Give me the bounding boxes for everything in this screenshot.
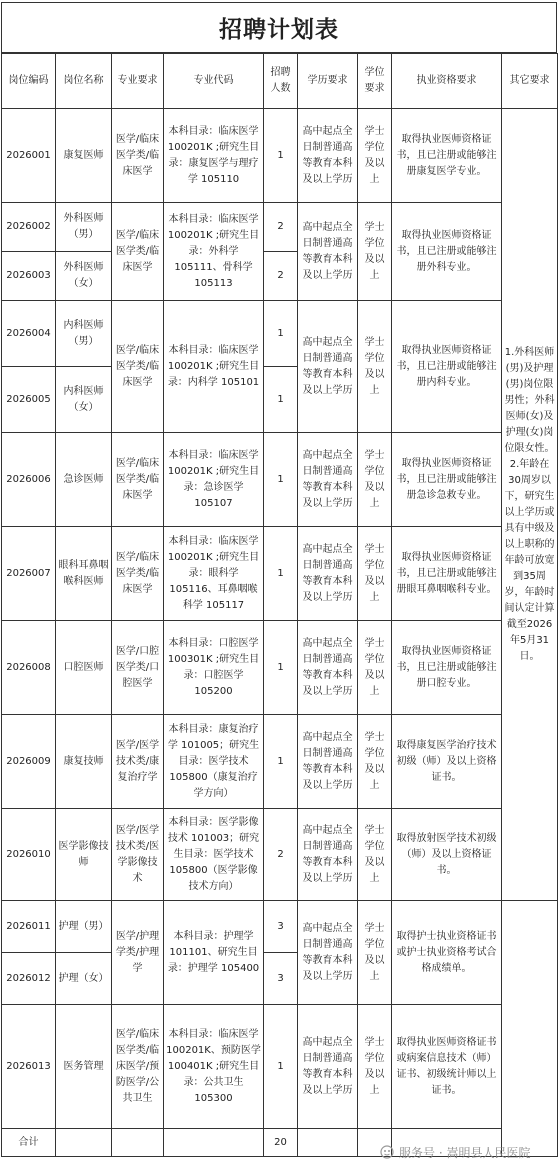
post-code: 2026010	[2, 809, 56, 901]
major-req: 医学/临床医学类/临床医学	[112, 301, 164, 433]
education-req: 高中起点全日制普通高等教育本科及以上学历	[298, 1005, 358, 1129]
education-req: 高中起点全日制普通高等教育本科及以上学历	[298, 715, 358, 809]
post-name: 眼科耳鼻咽喉科医师	[56, 527, 112, 621]
post-name: 外科医师（男）	[56, 203, 112, 252]
post-name: 医务管理	[56, 1005, 112, 1129]
post-code: 2026006	[2, 433, 56, 527]
major-req: 医学/临床医学类/临床医学	[112, 203, 164, 301]
post-name: 外科医师（女）	[56, 252, 112, 301]
degree-req: 学士学位及以上	[358, 301, 392, 433]
major-req: 医学/医学技术类/康复治疗学	[112, 715, 164, 809]
post-name: 医学影像技师	[56, 809, 112, 901]
table-header-row	[2, 54, 558, 109]
education-req: 高中起点全日制普通高等教育本科及以上学历	[298, 301, 358, 433]
cert-req: 取得康复医学治疗技术初级（师）及以上资格证书。	[392, 715, 502, 809]
major-req: 医学/医学技术类/医学影像技术	[112, 809, 164, 901]
header-degree: 学位要求	[358, 54, 392, 109]
major-code: 本科目录：康复治疗学 101005；研究生目录：医学技术 105800（康复治疗学方向）	[164, 715, 264, 809]
header-post-code: 岗位编码	[2, 54, 56, 109]
recruit-count: 2	[264, 252, 298, 301]
post-code: 2026013	[2, 1005, 56, 1129]
table-row	[2, 433, 558, 527]
post-code: 2026003	[2, 252, 56, 301]
degree-req: 学士学位及以上	[358, 433, 392, 527]
recruit-count: 3	[264, 901, 298, 953]
cert-req: 取得执业医师资格证书，且已注册或能够注册康复医学专业。	[392, 109, 502, 203]
cert-req: 取得执业医师资格证书，且已注册或能够注册口腔专业。	[392, 621, 502, 715]
education-req: 高中起点全日制普通高等教育本科及以上学历	[298, 809, 358, 901]
recruit-count: 1	[264, 433, 298, 527]
table-row	[2, 301, 558, 367]
table-row	[2, 527, 558, 621]
header-major-req: 专业要求	[112, 54, 164, 109]
post-code: 2026012	[2, 953, 56, 1005]
major-code: 本科目录：口腔医学 100301K ;研究生目录：口腔医学 105200	[164, 621, 264, 715]
post-code: 2026007	[2, 527, 56, 621]
page-title: 招聘计划表	[1, 2, 557, 53]
total-label: 合计	[2, 1129, 56, 1157]
header-other: 其它要求	[502, 54, 558, 109]
cert-req: 取得执业医师资格证书，且已注册或能够注册外科专业。	[392, 203, 502, 301]
post-name: 护理（女）	[56, 953, 112, 1005]
education-req: 高中起点全日制普通高等教育本科及以上学历	[298, 109, 358, 203]
total-count: 20	[264, 1129, 298, 1157]
recruit-count: 1	[264, 1005, 298, 1129]
header-cert: 执业资格要求	[392, 54, 502, 109]
header-education: 学历要求	[298, 54, 358, 109]
degree-req: 学士学位及以上	[358, 1005, 392, 1129]
total-blank	[164, 1129, 264, 1157]
major-code: 本科目录：临床医学 100201K ;研究生目录：康复医学与理疗学 105110	[164, 109, 264, 203]
education-req: 高中起点全日制普通高等教育本科及以上学历	[298, 433, 358, 527]
post-name: 护理（男）	[56, 901, 112, 953]
degree-req: 学士学位及以上	[358, 715, 392, 809]
table-row	[2, 621, 558, 715]
recruit-count: 1	[264, 715, 298, 809]
major-req: 医学/口腔医学类/口腔医学	[112, 621, 164, 715]
major-code: 本科目录：临床医学 100201K ;研究生目录：内科学 105101	[164, 301, 264, 433]
total-blank	[112, 1129, 164, 1157]
table-row	[2, 809, 558, 901]
post-code: 2026002	[2, 203, 56, 252]
major-code: 本科目录：临床医学 100201K、预防医学 100401K ;研究生目录：公共卫生 105300	[164, 1005, 264, 1129]
major-req: 医学/临床医学类/临床医学	[112, 433, 164, 527]
watermark	[380, 1142, 530, 1162]
major-code: 本科目录：临床医学 100201K ;研究生目录：眼科学 105116、耳鼻咽喉科学 105117	[164, 527, 264, 621]
degree-req: 学士学位及以上	[358, 109, 392, 203]
major-req: 医学/护理学类/护理学	[112, 901, 164, 1005]
cert-req: 取得执业医师资格证书，且已注册或能够注册内科专业。	[392, 301, 502, 433]
table-row	[2, 1005, 558, 1129]
other-requirements: 1.外科医师(男)及护理(男)岗位限男性；外科医师(女)及护理(女)岗位限女性。2.年龄在30周岁以下，研究生以上学历或具有中级及以上职称的年龄可放宽到35周岁，年龄时间认定计算截至2026年5月31日。	[502, 109, 558, 901]
table-row	[2, 109, 558, 203]
post-name: 口腔医师	[56, 621, 112, 715]
recruit-count: 1	[264, 301, 298, 367]
post-code: 2026005	[2, 367, 56, 433]
table-row	[2, 901, 558, 953]
degree-req: 学士学位及以上	[358, 203, 392, 301]
major-code: 本科目录：临床医学 100201K ;研究生目录：外科学 105111、骨科学 105113	[164, 203, 264, 301]
education-req: 高中起点全日制普通高等教育本科及以上学历	[298, 901, 358, 1005]
recruit-count: 1	[264, 621, 298, 715]
education-req: 高中起点全日制普通高等教育本科及以上学历	[298, 203, 358, 301]
major-code: 本科目录：临床医学 100201K ;研究生目录：急诊医学 105107	[164, 433, 264, 527]
other-blank	[502, 901, 558, 1157]
header-count: 招聘人数	[264, 54, 298, 109]
recruit-count: 1	[264, 367, 298, 433]
degree-req: 学士学位及以上	[358, 621, 392, 715]
post-name: 急诊医师	[56, 433, 112, 527]
header-post-name: 岗位名称	[56, 54, 112, 109]
recruit-count: 1	[264, 527, 298, 621]
wechat-service-icon	[380, 1145, 394, 1159]
cert-req: 取得放射医学技术初级（师）及以上资格证书。	[392, 809, 502, 901]
education-req: 高中起点全日制普通高等教育本科及以上学历	[298, 527, 358, 621]
post-code: 2026009	[2, 715, 56, 809]
table-row	[2, 715, 558, 809]
post-name: 内科医师（男）	[56, 301, 112, 367]
major-req: 医学/临床医学类/临床医学	[112, 109, 164, 203]
cert-req: 取得执业医师资格证书，且已注册或能够注册急诊急救专业。	[392, 433, 502, 527]
cert-req: 取得执业医师资格证书，且已注册或能够注册眼耳鼻咽喉科专业。	[392, 527, 502, 621]
post-code: 2026011	[2, 901, 56, 953]
education-req: 高中起点全日制普通高等教育本科及以上学历	[298, 621, 358, 715]
degree-req: 学士学位及以上	[358, 901, 392, 1005]
major-code: 本科目录：护理学 101101、研究生目录：护理学 105400	[164, 901, 264, 1005]
cert-req: 取得执业医师资格证书或病案信息技术（师）证书、初级统计师以上证书。	[392, 1005, 502, 1129]
major-req: 医学/临床医学类/临床医学/预防医学/公共卫生	[112, 1005, 164, 1129]
post-code: 2026008	[2, 621, 56, 715]
watermark-text: 服务号 · 嵩明县人民医院	[399, 1145, 531, 1160]
post-name: 康复医师	[56, 109, 112, 203]
recruit-count: 2	[264, 203, 298, 252]
post-name: 内科医师（女）	[56, 367, 112, 433]
post-name: 康复技师	[56, 715, 112, 809]
recruit-count: 2	[264, 809, 298, 901]
post-code: 2026004	[2, 301, 56, 367]
recruitment-table	[1, 53, 558, 1157]
post-code: 2026001	[2, 109, 56, 203]
cert-req: 取得护士执业资格证书或护士执业资格考试合格成绩单。	[392, 901, 502, 1005]
total-blank	[56, 1129, 112, 1157]
major-code: 本科目录：医学影像技术 101003；研究生目录：医学技术 105800（医学影像技术方向）	[164, 809, 264, 901]
recruit-count: 3	[264, 953, 298, 1005]
degree-req: 学士学位及以上	[358, 809, 392, 901]
header-major-code: 专业代码	[164, 54, 264, 109]
recruit-count: 1	[264, 109, 298, 203]
degree-req: 学士学位及以上	[358, 527, 392, 621]
major-req: 医学/临床医学类/临床医学	[112, 527, 164, 621]
total-blank	[298, 1129, 358, 1157]
table-row	[2, 203, 558, 252]
